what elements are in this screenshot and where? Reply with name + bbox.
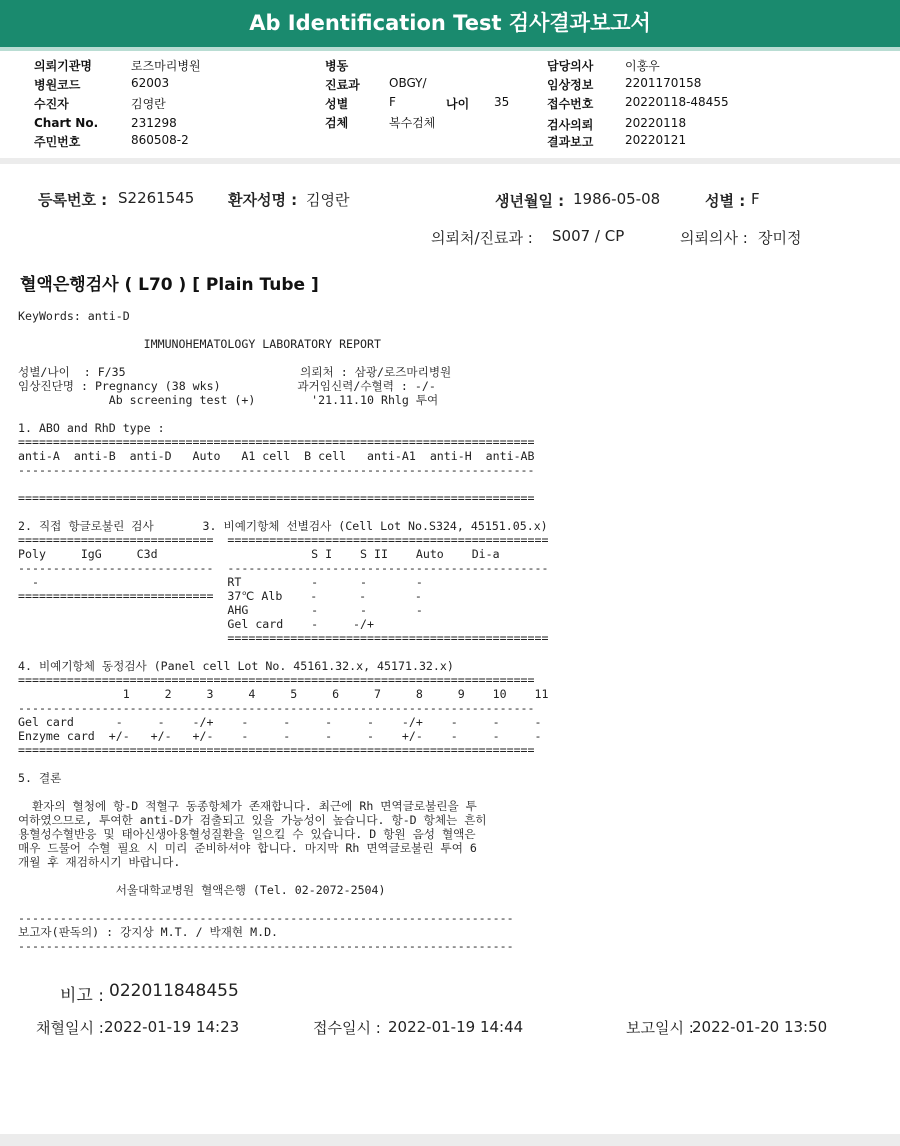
report-line: 개월 후 재검하시기 바랍니다. [18,855,181,869]
lab-report-text [18,309,548,953]
referring-doctor-label: 의뢰의사 : [680,229,748,247]
department-label: 진료과 [325,78,360,92]
note-label: 비고 : [60,986,104,1006]
receipt-number-value: 20220118-48455 [625,95,729,109]
header-separator [0,158,900,164]
institution-label: 의뢰기관명 [34,59,92,73]
receipt-time-value: 2022-01-19 14:44 [388,1018,524,1036]
report-line: ----------------------------------------------------------------------- [18,911,514,925]
report-time-value: 2022-01-20 13:50 [692,1018,828,1036]
request-date-label: 검사의뢰 [547,118,594,132]
clinical-info-value: 2201170158 [625,76,702,90]
report-line: 용혈성수혈반응 및 태아신생아용혈성질환을 일으킬 수 있습니다. D 항원 음성 혈액은 [18,827,476,841]
report-line: IMMUNOHEMATOLOGY LABORATORY REPORT [18,337,381,351]
attending-doctor-value: 이홍우 [625,59,660,73]
report-line: ============================ ============================================== [18,533,549,547]
report-line: 2. 직접 항글로불린 검사 3. 비예기항체 선별검사 (Cell Lot No.S324, 45151.05.x) [18,519,548,533]
patient-sex-label: 성별 : [705,192,746,210]
report-line [18,897,548,911]
referring-doctor-value: 장미정 [758,229,802,247]
title-underline [0,47,900,51]
report-line: Poly IgG C3d S I S II Auto Di-a [18,547,500,561]
report-line: Gel card - - -/+ - - - - -/+ - - - [18,715,542,729]
referring-dept-label: 의뢰처/진료과 : [431,229,533,247]
report-line: KeyWords: anti-D [18,309,130,323]
collection-time-value: 2022-01-19 14:23 [104,1018,240,1036]
report-line: 여하였으므로, 투여한 anti-D가 검출되고 있을 가능성이 높습니다. 항-D 항체는 흔히 [18,813,487,827]
birth-date-value: 1986-05-08 [573,190,661,208]
attending-doctor-label: 담당의사 [547,59,594,73]
patient-name-value: 김영란 [306,191,350,209]
report-line: ========================================================================== [18,673,535,687]
request-date-value: 20220118 [625,116,687,130]
report-line: Enzyme card +/- +/- +/- - - - - +/- - - - [18,729,542,743]
birth-date-label: 생년월일 : [495,192,565,210]
report-line: 성별/나이 : F/35 의뢰처 : 삼광/로즈마리병원 [18,365,452,379]
hospital-code-value: 62003 [131,76,170,90]
report-line: - RT - - - [18,575,423,589]
specimen-label: 검체 [325,116,349,130]
report-line: 5. 결론 [18,771,62,785]
report-line: ============================================== [18,631,549,645]
report-line: Ab screening test (+) '21.11.10 Rhlg 투여 [18,393,439,407]
report-line: ============================ 37℃ Alb - - - [18,589,422,603]
report-line: Gel card - -/+ [18,617,374,631]
note-value: 022011848455 [109,981,239,1001]
chart-number-value: 231298 [131,116,177,130]
report-line: AHG - - - [18,603,423,617]
receipt-number-label: 접수번호 [547,97,594,111]
report-line: anti-A anti-B anti-D Auto A1 cell B cell anti-A1 anti-H anti-AB [18,449,535,463]
receipt-time-label: 접수일시 : [313,1019,381,1037]
clinical-info-label: 임상정보 [547,78,594,92]
referring-dept-value: S007 / CP [552,227,625,245]
specimen-value: 복수검체 [389,116,436,130]
patient-name-label: 환자성명 : [228,191,298,209]
collection-time-label: 채혈일시 : [36,1019,104,1037]
hospital-code-label: 병원코드 [34,78,81,92]
report-title: Ab Identification Test 검사결과보고서 [0,0,900,47]
report-line: 환자의 혈청에 항-D 적혈구 동종항체가 존재합니다. 최근에 Rh 면역글로불린을 투 [18,799,477,813]
report-line [18,323,548,337]
report-line: -------------------------------------------------------------------------- [18,463,535,477]
sex-value: F [389,95,396,109]
report-line [18,407,548,421]
report-line [18,505,548,519]
report-line: 임상진단명 : Pregnancy (38 wks) 과거임신력/수혈력 : -/- [18,379,436,393]
chart-number-label: Chart No. [34,116,99,130]
registration-number-value: S2261545 [118,189,195,207]
report-line [18,785,548,799]
report-date-value: 20220121 [625,133,687,147]
report-line [18,477,548,491]
report-line [18,869,548,883]
report-line: 보고자(판독의) : 강지상 M.T. / 박재현 M.D. [18,925,279,939]
age-value: 35 [494,95,510,109]
report-line: ========================================================================== [18,491,535,505]
report-line: ----------------------------------------------------------------------- [18,939,514,953]
report-line [18,645,548,659]
report-line: 서울대학교병원 혈액은행 (Tel. 02-2072-2504) [18,883,386,897]
department-value: OBGY/ [389,76,427,90]
report-line: ---------------------------- ---------------------------------------------- [18,561,549,575]
report-line: -------------------------------------------------------------------------- [18,701,535,715]
examinee-value: 김영란 [131,97,166,111]
report-line: ========================================================================== [18,435,535,449]
ward-label: 병동 [325,59,349,73]
registration-number-label: 등록번호 : [38,191,108,209]
report-line: 매우 드물어 수혈 필요 시 미리 준비하셔야 합니다. 마지막 Rh 면역글로불린 투여 6 [18,841,477,855]
patient-sex-value: F [751,190,760,208]
sex-label: 성별 [325,97,349,111]
report-date-label: 결과보고 [547,135,594,149]
report-line: 1. ABO and RhD type : [18,421,165,435]
institution-value: 로즈마리병원 [131,59,201,73]
report-line [18,757,548,771]
rrn-label: 주민번호 [34,135,81,149]
rrn-value: 860508-2 [131,133,189,147]
age-label: 나이 [446,97,470,111]
section-title: 혈액은행검사 ( L70 ) [ Plain Tube ] [20,275,319,295]
bottom-bar [0,1134,900,1146]
report-line: ========================================================================== [18,743,535,757]
report-line [18,351,548,365]
report-time-label: 보고일시 : [626,1019,694,1037]
examinee-label: 수진자 [34,97,69,111]
report-line: 1 2 3 4 5 6 7 8 9 10 11 [18,687,549,701]
report-line: 4. 비예기항체 동정검사 (Panel cell Lot No. 45161.32.x, 45171.32.x) [18,659,454,673]
